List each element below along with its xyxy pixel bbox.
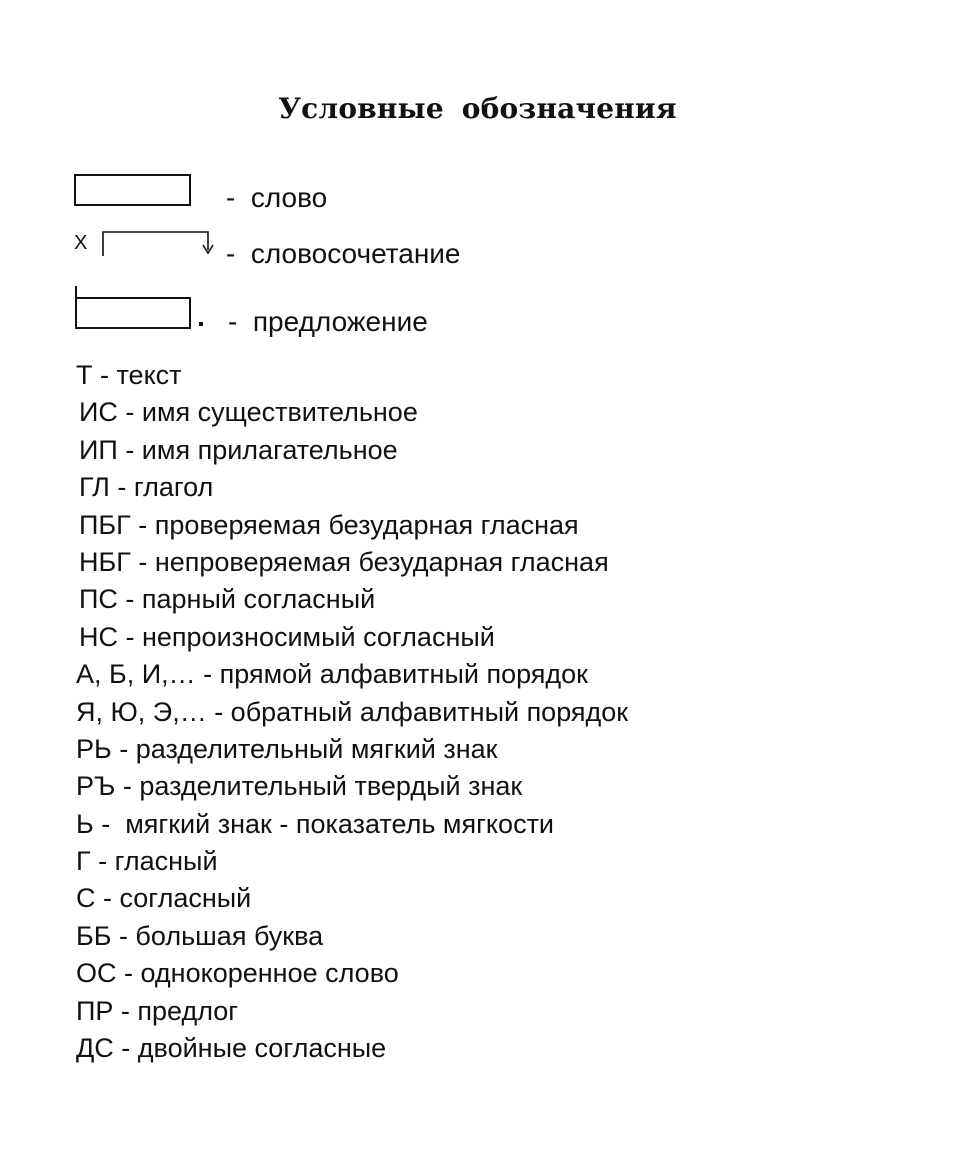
list-item: НБГ - непроверяемая безударная гласная bbox=[79, 546, 609, 577]
list-item: Я, Ю, Э,… - обратный алфавитный порядок bbox=[76, 696, 629, 727]
legend-phrase-row bbox=[0, 228, 955, 273]
list-item: А, Б, И,… - прямой алфавитный порядок bbox=[76, 659, 588, 690]
list-item: ББ - большая буква bbox=[76, 920, 324, 951]
list-item: Ь - мягкий знак - показатель мягкости bbox=[76, 808, 555, 839]
abbreviation-list bbox=[76, 357, 628, 1067]
word-box-icon bbox=[72, 172, 202, 212]
sentence-box-icon bbox=[72, 284, 222, 336]
list-item: ПР - предлог bbox=[76, 995, 239, 1026]
legend-phrase-label: - словосочетание bbox=[226, 238, 461, 269]
list-item: ИС - имя существительное bbox=[79, 397, 418, 428]
list-item: НС - непроизносимый согласный bbox=[79, 621, 495, 652]
list-item: ПС - парный согласный bbox=[79, 584, 376, 615]
phrase-arrow-icon bbox=[96, 228, 246, 268]
page-title: Условные обозначения bbox=[278, 92, 677, 125]
phrase-marker: Х bbox=[74, 232, 88, 254]
list-item: Т - текст bbox=[76, 360, 182, 390]
list-item: ИП - имя прилагательное bbox=[79, 434, 398, 465]
list-item: РЬ - разделительный мягкий знак bbox=[76, 733, 498, 764]
list-item: ПБГ - проверяемая безударная гласная bbox=[79, 509, 579, 540]
list-item: ОС - однокоренное слово bbox=[76, 958, 399, 989]
list-item: Г - гласный bbox=[76, 846, 218, 877]
legend-sentence-row bbox=[0, 284, 955, 336]
list-item: ДС - двойные согласные bbox=[76, 1033, 387, 1064]
legend-word-row bbox=[0, 172, 955, 212]
list-item: РЪ - разделительный твердый знак bbox=[76, 771, 523, 802]
list-item: ГЛ - глагол bbox=[79, 472, 214, 503]
legend-sentence-label: - предложение bbox=[228, 306, 428, 337]
legend-word-label: - слово bbox=[226, 182, 328, 213]
list-item: С - согласный bbox=[76, 883, 252, 914]
